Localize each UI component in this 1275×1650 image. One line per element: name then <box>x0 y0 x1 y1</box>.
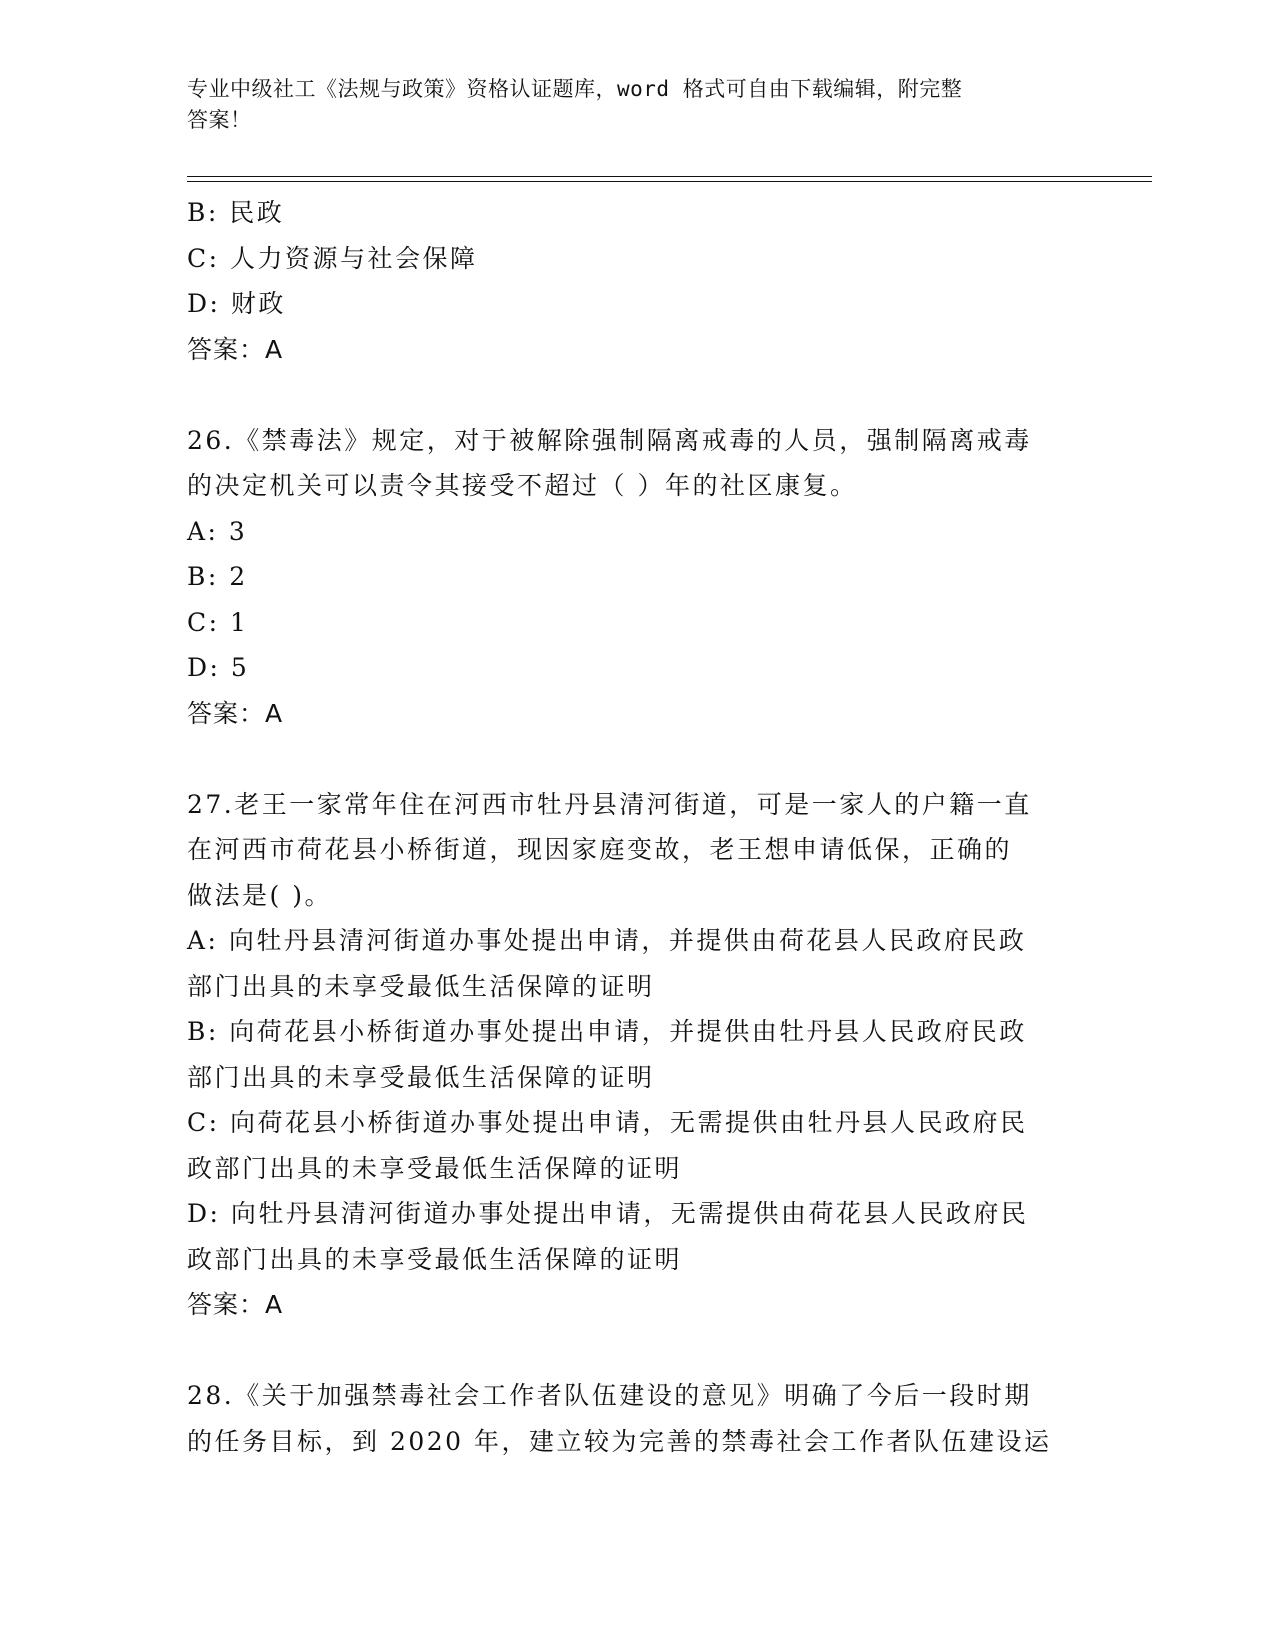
question-text-line: 28.《关于加强禁毒社会工作者队伍建设的意见》明确了今后一段时期 <box>187 1381 1032 1410</box>
question-25-tail <box>187 190 1087 372</box>
document-header <box>187 74 1067 136</box>
option-c-cont: 政部门出具的未享受最低生活保障的证明 <box>187 1153 683 1183</box>
option-b: B: 向荷花县小桥街道办事处提出申请，并提供由牡丹县人民政府民政 <box>187 1017 1027 1046</box>
answer: 答案：A <box>187 1290 284 1319</box>
option-b: B: 民政 <box>187 198 285 227</box>
spacer <box>187 1328 1087 1374</box>
option-a: A: 3 <box>187 516 248 546</box>
option-d-cont: 政部门出具的未享受最低生活保障的证明 <box>187 1244 683 1274</box>
option-b: B: 2 <box>187 562 248 591</box>
answer: 答案：A <box>187 698 284 728</box>
question-text-line: 做法是( )。 <box>187 880 332 910</box>
header-rule-top <box>187 176 1152 177</box>
option-a: A: 向牡丹县清河街道办事处提出申请，并提供由荷花县人民政府民政 <box>187 926 1027 955</box>
question-text-line: 在河西市荷花县小桥街道，现因家庭变故，老王想申请低保，正确的 <box>187 835 1013 864</box>
question-text-line: 26.《禁毒法》规定，对于被解除强制隔离戒毒的人员，强制隔离戒毒 <box>187 425 1032 455</box>
option-a-cont: 部门出具的未享受最低生活保障的证明 <box>187 971 655 1001</box>
option-d: D: 向牡丹县清河街道办事处提出申请，无需提供由荷花县人民政府民 <box>187 1199 1029 1228</box>
header-line-2: 答案！ <box>187 108 252 132</box>
option-c: C: 1 <box>187 607 249 637</box>
header-line-1: 专业中级社工《法规与政策》资格认证题库，word 格式可自由下载编辑，附完整 <box>187 77 963 101</box>
spacer <box>187 372 1087 418</box>
question-text-line: 的任务目标，到 2020 年，建立较为完善的禁毒社会工作者队伍建设运 <box>187 1426 1052 1456</box>
question-28 <box>187 1373 1087 1464</box>
question-26 <box>187 418 1087 737</box>
question-27 <box>187 782 1087 1328</box>
option-d: D: 5 <box>187 653 250 682</box>
question-text-line: 的决定机关可以责令其接受不超过（ ）年的社区康复。 <box>187 471 858 500</box>
option-d: D: 财政 <box>187 289 286 318</box>
answer: 答案：A <box>187 334 284 364</box>
question-text-line: 27.老王一家常年住在河西市牡丹县清河街道，可是一家人的户籍一直 <box>187 789 1032 819</box>
option-c: C: 人力资源与社会保障 <box>187 243 478 273</box>
option-c: C: 向荷花县小桥街道办事处提出申请，无需提供由牡丹县人民政府民 <box>187 1108 1028 1137</box>
document-body <box>187 190 1087 1464</box>
option-b-cont: 部门出具的未享受最低生活保障的证明 <box>187 1062 655 1092</box>
header-rule-bottom <box>187 181 1152 182</box>
spacer <box>187 736 1087 782</box>
